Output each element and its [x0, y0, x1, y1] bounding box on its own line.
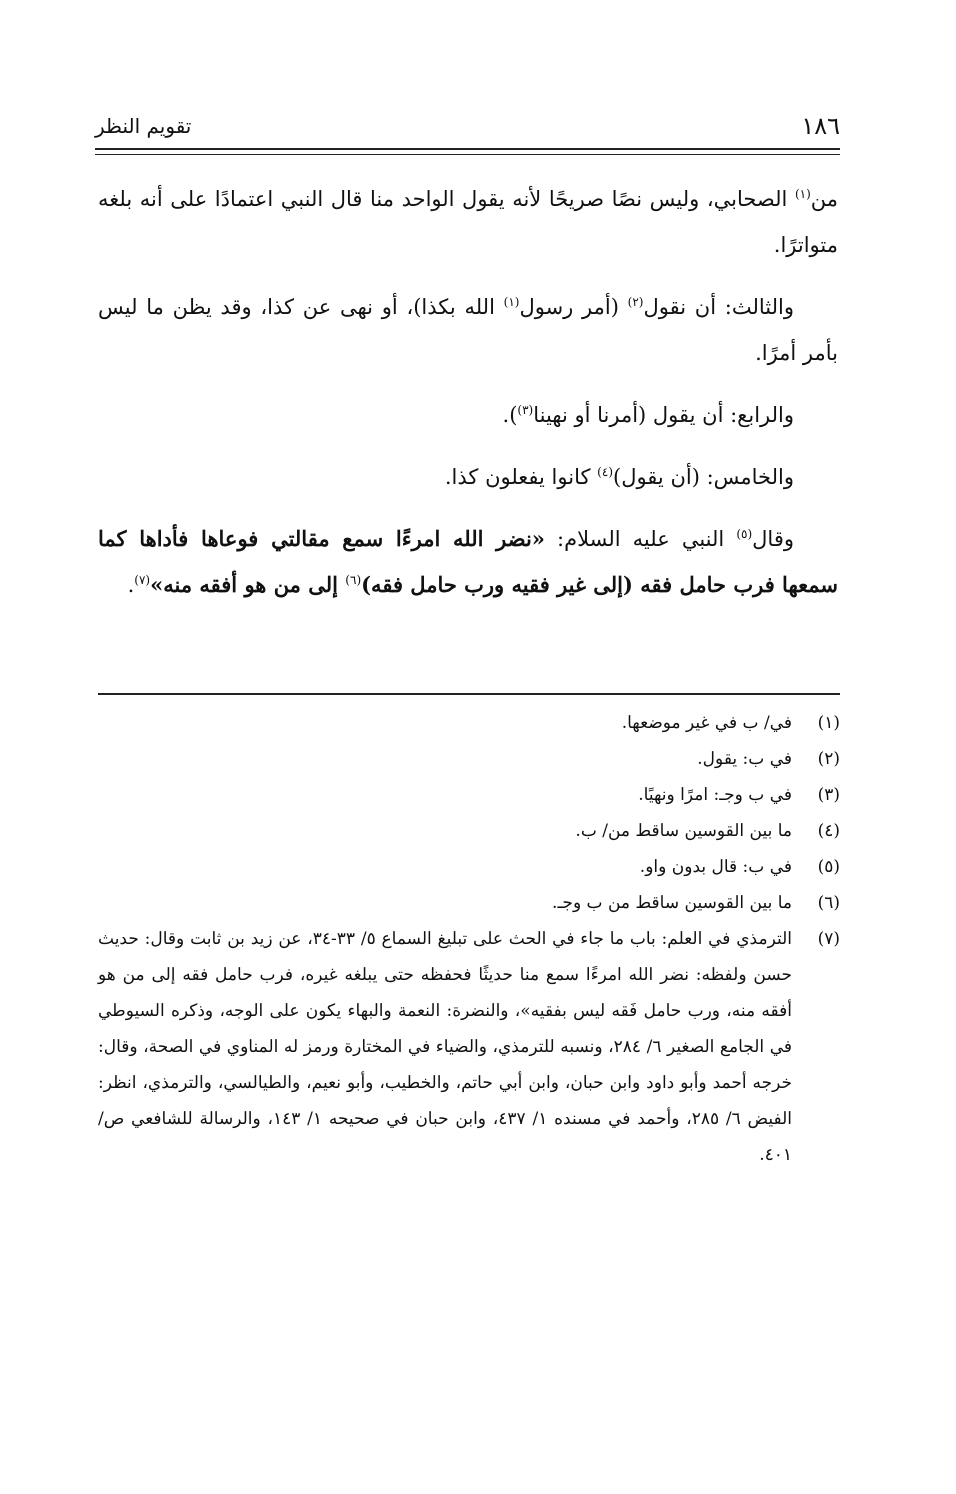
- footnote-ref: (٣): [517, 403, 534, 417]
- footnote-ref: (٤): [597, 465, 613, 479]
- footnote-number: (٤): [817, 821, 840, 841]
- header-rule: [95, 148, 840, 150]
- header-rule-thin: [95, 154, 840, 155]
- footnote: [98, 921, 840, 1173]
- p1-text-a: من: [810, 187, 838, 211]
- footnote: [98, 849, 840, 885]
- hadith-text: «نضر الله امرءًا سمع مقالتي فوعاها فأداها كما سمعها فرب حامل فقه (إلى غير فقيه ورب حامل فقه): [98, 526, 838, 597]
- main-text: [98, 176, 838, 624]
- footnote: [98, 813, 840, 849]
- footnote-text: في ب: قال بدون واو.: [639, 857, 792, 877]
- footnote-number: (١): [817, 713, 840, 733]
- footnote-text: ما بين القوسين ساقط من ب وجـ.: [552, 893, 792, 913]
- p5-end: .: [127, 573, 135, 597]
- hadith-text-end: إلى من هو أفقه منه»: [150, 572, 346, 597]
- footnote-number: (٣): [817, 785, 840, 805]
- page-header: [95, 112, 840, 144]
- p3-text-a: والرابع: أن يقول (أمرنا أو نهينا: [533, 403, 794, 427]
- footnote-ref: (٢): [627, 295, 644, 309]
- footnote-number: (٧): [817, 929, 840, 949]
- footnote-text: ما بين القوسين ساقط من/ ب.: [575, 821, 792, 841]
- p5-text-a: وقال: [752, 527, 794, 551]
- footnote-text: الترمذي في العلم: باب ما جاء في الحث على تبليغ السماع ٥/ ٣٣-٣٤، عن زيد بن ثابت وقال: حديث حسن ولفظه: نضر الله امرءًا سمع منا حديثًا فحفظه حتى يبلغه غيره، فرب حامل فقه إلى من هو أفقه منه، ورب حامل فَقه ليس بفقيه»، والنضرة: النعمة والبهاء يكون على الوجه، وذكره السيوطي في الجامع الصغير ٦/ ٢٨٤، ونسبه للترمذي، والضياء في المختارة ورمز له المناوي في الصحة، وقال: خرجه أحمد وأبو داود وابن حبان، وابن أبي حاتم، والخطيب، وأبو نعيم، والطيالسي، والترمذي، انظر: الفيض ٦/ ٢٨٥، وأحمد في مسنده ١/ ٤٣٧، وابن حبان في صحيحه ١/ ١٤٣، والرسالة للشافعي ص/ ٤٠١.: [98, 929, 792, 1165]
- footnote-text: في/ ب في غير موضعها.: [621, 713, 792, 733]
- p4-text-b: كانوا يفعلون كذا.: [444, 465, 598, 489]
- page-number: ١٨٦: [801, 112, 840, 140]
- p3-text-b: ).: [502, 403, 518, 427]
- paragraph-5: [98, 516, 838, 608]
- footnote-ref: (٦): [345, 573, 362, 587]
- footnote-number: (٥): [817, 857, 840, 877]
- p2-text-c: الله بكذا)، أو نهى عن كذا، وقد يظن ما ليس بأمر أمرًا.: [98, 295, 838, 365]
- footnote: [98, 741, 840, 777]
- footnote-ref: (١): [503, 295, 520, 309]
- paragraph-3: [98, 392, 838, 438]
- footnote-text: في ب وجـ: امرًا ونهيًا.: [638, 785, 792, 805]
- paragraph-4: [98, 454, 838, 500]
- footnotes: [98, 705, 840, 1173]
- footnote-ref: (٧): [134, 573, 151, 587]
- paragraph-1: [98, 176, 838, 268]
- footnote-ref: (١): [794, 187, 811, 201]
- paragraph-2: [98, 284, 838, 376]
- footnote: [98, 705, 840, 741]
- p2-text-b: (أمر رسول: [519, 295, 628, 319]
- p5-text-b: النبي عليه السلام:: [544, 527, 737, 551]
- footnote: [98, 885, 840, 921]
- p1-text-b: الصحابي، وليس نصًا صريحًا لأنه يقول الواحد منا قال النبي اعتمادًا على أنه بلغه متواترًا.: [98, 187, 838, 257]
- footnote-number: (٦): [817, 893, 840, 913]
- p2-text-a: والثالث: أن نقول: [643, 295, 794, 319]
- footnote: [98, 777, 840, 813]
- footnote-number: (٢): [817, 749, 840, 769]
- p4-text-a: والخامس: (أن يقول): [613, 465, 794, 489]
- running-title: تقويم النظر: [95, 114, 192, 138]
- footnote-separator: [98, 693, 840, 695]
- footnote-ref: (٥): [736, 527, 753, 541]
- footnote-text: في ب: يقول.: [697, 749, 792, 769]
